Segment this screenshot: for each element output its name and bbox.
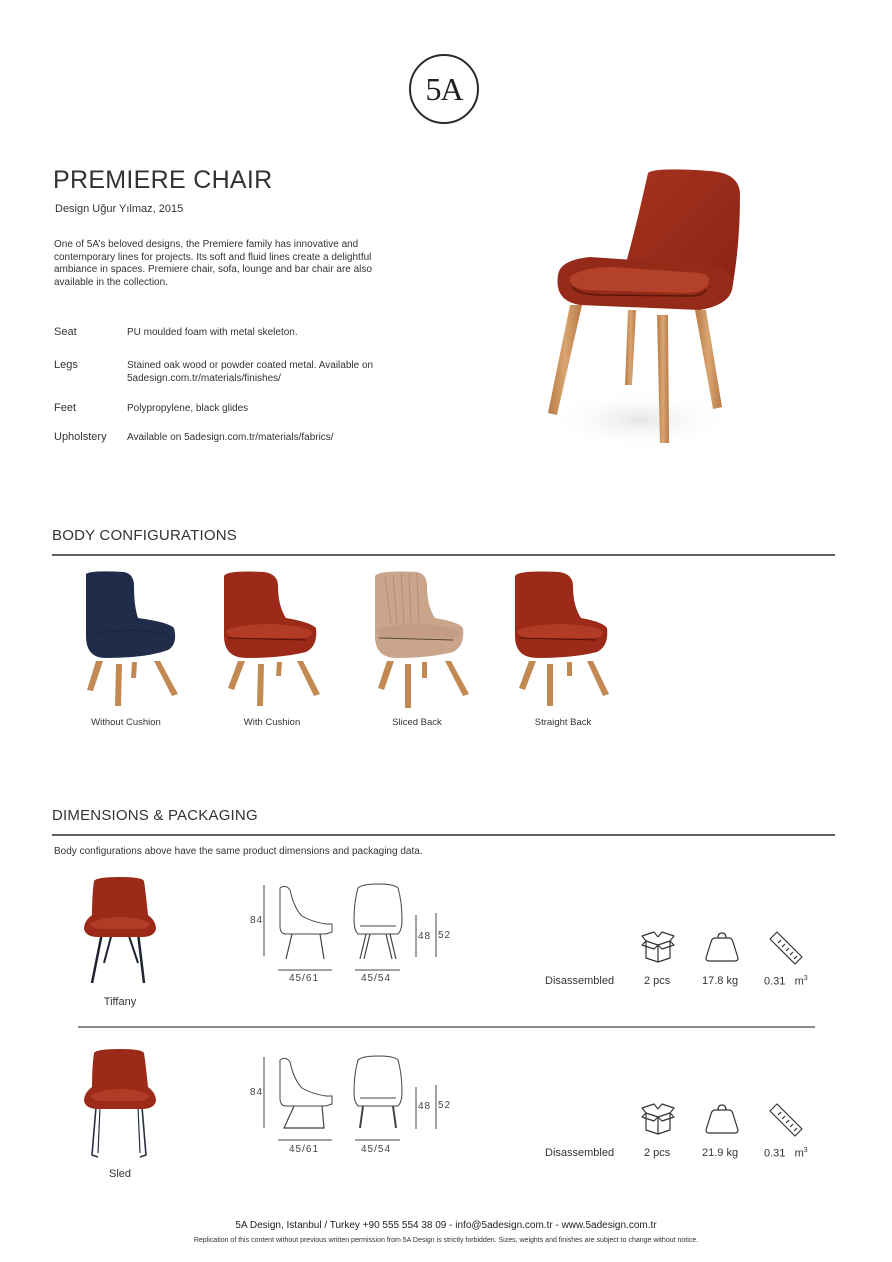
volume-exponent: 3	[803, 975, 808, 982]
box-icon	[641, 1102, 675, 1136]
arm-height-value: 52	[438, 930, 452, 941]
config-label: With Cushion	[243, 717, 301, 728]
model-row-tiffany	[0, 870, 892, 1020]
hero-chair-image	[540, 165, 740, 465]
logo-text: 5A	[425, 70, 463, 107]
seat-height-value: 48	[418, 1101, 432, 1112]
section-divider	[52, 554, 835, 556]
package-weight: 17.8 kg	[702, 975, 739, 987]
arm-height-value: 52	[438, 1100, 452, 1111]
chair-without-cushion-image	[56, 566, 196, 716]
height-value: 84	[250, 1087, 264, 1098]
config-straight-back	[493, 566, 633, 736]
model-name: Sled	[108, 1168, 132, 1180]
piece-count: 2 pcs	[644, 975, 671, 987]
dimensions-note: Body configurations above have the same product dimensions and packaging data.	[54, 846, 423, 857]
product-description: One of 5A’s beloved designs, the Premiere family has innovative and contemporary lines for projects. Its soft and fluid lines create a delightful ambiance in spaces. Premiere chair, sofa, lounge and bar chair are also available in the collection.	[54, 239, 372, 288]
brand-logo	[409, 54, 479, 124]
assembly-status: Disassembled	[545, 1147, 615, 1159]
section-title-body-configurations: BODY CONFIGURATIONS	[52, 527, 237, 544]
config-label: Without Cushion	[91, 717, 161, 728]
package-weight: 21.9 kg	[702, 1147, 739, 1159]
config-with-cushion	[202, 566, 342, 736]
config-label: Sliced Back	[392, 717, 442, 728]
package-volume	[764, 975, 808, 988]
spec-label: Legs	[54, 359, 78, 371]
package-volume	[764, 1147, 808, 1160]
tiffany-chair-image	[80, 875, 160, 995]
weight-icon	[705, 1102, 739, 1136]
model-divider	[78, 1026, 815, 1028]
chair-straight-back-image	[493, 566, 633, 716]
height-value: 84	[250, 915, 264, 926]
model-name: Tiffany	[103, 996, 137, 1008]
side-width-value: 45/61	[289, 973, 320, 984]
ruler-icon	[768, 930, 804, 966]
config-sliced-back	[347, 566, 487, 736]
spec-value: PU moulded foam with metal skeleton.	[127, 327, 298, 338]
seat-height-value: 48	[418, 931, 432, 942]
spec-value: Polypropylene, black glides	[127, 403, 249, 414]
footer-disclaimer: Replication of this content without previous written permission from 5A Design is strictly forbidden. Sizes, weights and finishes are subject to change without notice.	[193, 1237, 699, 1244]
volume-value: 0.31	[764, 975, 786, 988]
spec-label: Upholstery	[54, 431, 107, 443]
spec-value: Available on 5adesign.com.tr/materials/fabrics/	[127, 432, 334, 443]
chair-sliced-back-image	[347, 566, 487, 716]
designer-credit: Design Uğur Yılmaz, 2015	[55, 203, 184, 215]
section-title-dimensions-packaging: DIMENSIONS & PACKAGING	[52, 807, 258, 824]
section-divider	[52, 834, 835, 836]
config-without-cushion	[56, 566, 196, 736]
front-width-value: 45/54	[361, 1144, 392, 1155]
config-label: Straight Back	[534, 717, 592, 728]
spec-label: Feet	[54, 402, 77, 414]
sled-chair-image	[80, 1047, 160, 1167]
weight-icon	[705, 930, 739, 964]
footer-contact: 5A Design, Istanbul / Turkey +90 555 554 38 09 - info@5adesign.com.tr - www.5adesign.com.tr	[235, 1220, 657, 1231]
assembly-status: Disassembled	[545, 975, 615, 987]
spec-label: Seat	[54, 326, 77, 338]
box-icon	[641, 930, 675, 964]
model-row-sled	[0, 1042, 892, 1192]
side-width-value: 45/61	[289, 1144, 320, 1155]
volume-exponent: 3	[803, 1147, 808, 1154]
piece-count: 2 pcs	[644, 1147, 671, 1159]
ruler-icon	[768, 1102, 804, 1138]
spec-value: Stained oak wood or powder coated metal. Available on 5adesign.com.tr/materials/finishes/	[127, 360, 374, 384]
volume-unit: m	[794, 1147, 804, 1160]
front-width-value: 45/54	[361, 973, 392, 984]
product-title: PREMIERE CHAIR	[53, 166, 273, 194]
chair-with-cushion-image	[202, 566, 342, 716]
volume-unit: m	[794, 975, 804, 988]
volume-value: 0.31	[764, 1147, 786, 1160]
